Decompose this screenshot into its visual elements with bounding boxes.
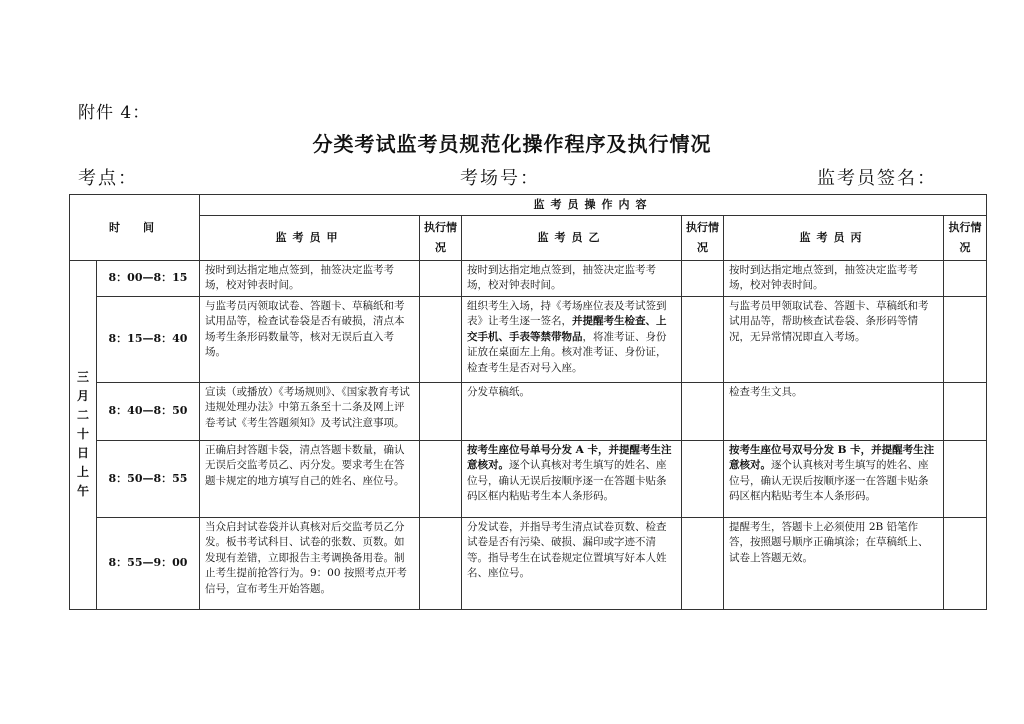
task-invigilator-c: 与监考员甲领取试卷、答题卡、草稿纸和考试用品等，帮助核查试卷袋、条形码等情况，无异常情况即直入考场。 <box>724 296 944 382</box>
exec-cell-c[interactable] <box>944 260 987 296</box>
date-char: 十 <box>76 427 89 441</box>
task-invigilator-b: 分发试卷，并指导考生清点试卷页数、检查试卷是否有污染、破损、漏印或字迹不清等。指导考生在试卷规定位置填写好本人姓名、座位号。 <box>462 517 682 609</box>
table-row <box>70 296 987 382</box>
task-text: 逐个认真核对考生填写的姓名、座位号，确认无误后按顺序逐一在答题卡贴条码区框内粘贴考生本人条形码。 <box>467 459 667 502</box>
task-invigilator-c <box>724 440 944 517</box>
exec-cell-c[interactable] <box>944 382 987 440</box>
exec-header-c: 执行情况 <box>944 215 987 260</box>
procedure-table <box>69 194 987 610</box>
exam-site-label: 考点： <box>78 168 138 189</box>
exec-header-a: 执行情况 <box>420 215 462 260</box>
exec-cell-a[interactable] <box>420 440 462 517</box>
task-invigilator-a: 按时到达指定地点签到，抽签决定监考考场，校对钟表时间。 <box>200 260 420 296</box>
col-header-invigilator-a: 监考员甲 <box>200 215 420 260</box>
col-header-invigilator-c: 监考员丙 <box>724 215 944 260</box>
task-invigilator-c: 按时到达指定地点签到，抽签决定监考考场，校对钟表时间。 <box>724 260 944 296</box>
task-emphasis: 并提醒考生检查、上交手机、手表等禁带物品 <box>467 315 667 343</box>
exec-cell-b[interactable] <box>682 260 724 296</box>
task-invigilator-b: 按时到达指定地点签到，抽签决定监考考场，校对钟表时间。 <box>462 260 682 296</box>
task-text: ，将准考证、身份证放在桌面左上角。核对准考证、身份证，检查考生是否对号入座。 <box>467 330 667 374</box>
time-header: 时 间 <box>70 195 200 261</box>
date-char: 午 <box>76 484 89 498</box>
time-slot: 8：15—8：40 <box>97 296 200 382</box>
operations-header: 监考员操作内容 <box>200 195 987 216</box>
exec-cell-c[interactable] <box>944 440 987 517</box>
date-cell <box>70 260 97 609</box>
document-title: 分类考试监考员规范化操作程序及执行情况 <box>312 132 712 156</box>
exam-room-label: 考场号： <box>460 168 540 189</box>
table-row <box>70 382 987 440</box>
exec-cell-b[interactable] <box>682 440 724 517</box>
task-invigilator-b <box>462 440 682 517</box>
task-invigilator-c: 提醒考生，答题卡上必须使用 2B 铅笔作答，按照题号顺序正确填涂；在草稿纸上、试卷上答题无效。 <box>724 517 944 609</box>
time-slot: 8：50—8：55 <box>97 440 200 517</box>
task-emphasis: 按考生座位号单号分发 A 卡，并提醒考生注意核对。 <box>467 443 672 471</box>
date-char: 月 <box>76 389 89 403</box>
exec-cell-c[interactable] <box>944 296 987 382</box>
exec-cell-a[interactable] <box>420 260 462 296</box>
task-invigilator-a: 宣读（或播放）《考场规则》、《国家教育考试违规处理办法》中第五条至十二条及网上评卷考试《考生答题须知》及考试注意事项。 <box>200 382 420 440</box>
task-invigilator-a: 当众启封试卷袋并认真核对后交监考员乙分发。板书考试科目、试卷的张数、页数。如发现有差错，立即报告主考调换备用卷。制止考生提前抢答行为。9：00 按照考点开考信号，宣布考生开始答题。 <box>200 517 420 609</box>
task-invigilator-b <box>462 296 682 382</box>
exec-cell-c[interactable] <box>944 517 987 609</box>
date-char: 日 <box>76 446 89 460</box>
date-char: 二 <box>76 408 89 422</box>
task-invigilator-b: 分发草稿纸。 <box>462 382 682 440</box>
attachment-label: 附件 4： <box>78 103 151 123</box>
exec-cell-a[interactable] <box>420 517 462 609</box>
time-slot: 8：00—8：15 <box>97 260 200 296</box>
task-text: 组织考生入场，持《考场座位表及考试签到表》让考生逐一签名， <box>467 299 667 327</box>
task-invigilator-c: 检查考生文具。 <box>724 382 944 440</box>
task-emphasis: 按考生座位号双号分发 B 卡，并提醒考生注意核对。 <box>729 443 935 471</box>
time-slot: 8：40—8：50 <box>97 382 200 440</box>
col-header-invigilator-b: 监考员乙 <box>462 215 682 260</box>
time-slot: 8：55—9：00 <box>97 517 200 609</box>
table-row <box>70 260 987 296</box>
table-row <box>70 517 987 609</box>
date-char: 上 <box>76 465 89 479</box>
task-invigilator-a: 与监考员丙领取试卷、答题卡、草稿纸和考试用品等，检查试卷袋是否有破损，清点本场考生条形码数量等，核对无误后直入考场。 <box>200 296 420 382</box>
task-invigilator-a: 正确启封答题卡袋，清点答题卡数量，确认无误后交监考员乙、丙分发。要求考生在答题卡规定的地方填写自己的姓名、座位号。 <box>200 440 420 517</box>
exec-cell-b[interactable] <box>682 296 724 382</box>
table-row <box>70 440 987 517</box>
exec-cell-b[interactable] <box>682 517 724 609</box>
invigilator-signature-label: 监考员签名： <box>817 168 937 189</box>
exec-cell-a[interactable] <box>420 382 462 440</box>
exec-cell-b[interactable] <box>682 382 724 440</box>
date-char: 三 <box>76 370 89 384</box>
task-text: 逐个认真核对考生填写的姓名、座位号，确认无误后按顺序逐一在答题卡贴条码区框内粘贴考生本人条形码。 <box>729 459 929 502</box>
exec-header-b: 执行情况 <box>682 215 724 260</box>
exec-cell-a[interactable] <box>420 296 462 382</box>
